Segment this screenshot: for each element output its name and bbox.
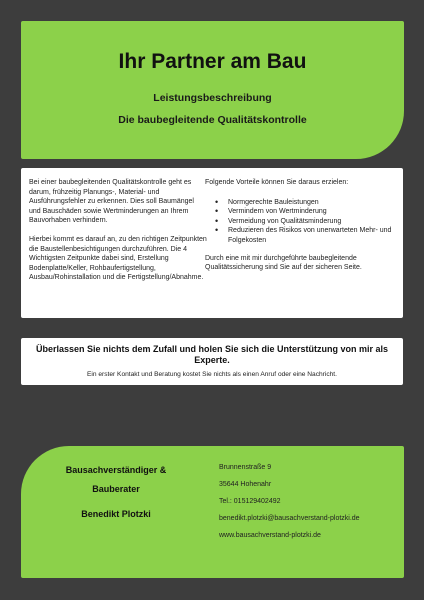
contact-role: Bauberater [92,484,140,494]
benefits-intro: Folgende Vorteile können Sie daraus erzielen: [205,179,349,186]
benefits-outro: Durch eine mit mir durchgeführte baubegleitende Qualitätssicherung sind Sie auf der sicheren Seite. [205,254,362,272]
description-column [29,178,207,292]
contact-identity [27,465,205,519]
subtitle-quality-control: Die baubegleitende Qualitätskontrolle [118,114,307,126]
description-paragraph: Bei einer baubegleitenden Qualitätskontrolle geht es darum, frühzeitig Planungs-, Material- und Ausführungsfehler zu erkennen. Dies soll Baumängel und Bauschäden sowie Wertminderungen an Ihrem Bauvorhaben verhindern. [29,179,194,225]
contact-website[interactable]: www.bausachverstand-plotzki.de [219,532,321,539]
hero-panel [21,21,404,159]
benefits-column [205,178,397,273]
benefit-item: • Normgerechte Bauleistungen [215,198,397,208]
contact-name: Benedikt Plotzki [81,509,151,519]
contact-street: Brunnenstraße 9 [219,464,272,471]
page-title: Ihr Partner am Bau [118,50,307,73]
callout-headline: Überlassen Sie nichts dem Zufall und holen Sie sich die Unterstützung von mir als Experte. [35,344,389,365]
subtitle-service: Leistungsbeschreibung [153,92,272,104]
contact-phone[interactable]: Tel.: 015129402492 [219,498,281,505]
benefit-item: • Vermeidung von Qualitätsminderung [215,217,397,227]
benefits-list [215,198,397,246]
contact-panel [21,446,404,578]
contact-city: 35644 Hohenahr [219,481,272,488]
contact-details [219,464,399,549]
contact-role: Bausachverständiger & [65,465,167,475]
benefit-item: • Vermindern von Wertminderung [215,207,397,217]
contact-email[interactable]: benedikt.plotzki@bausachverstand-plotzki.de [219,515,360,522]
callout-note: Ein erster Kontakt und Beratung kostet Sie nichts als einen Anruf oder eine Nachricht. [87,371,337,378]
description-paragraph: Hierbei kommt es darauf an, zu den richtigen Zeitpunkten die Baustellenbesichtigungen durchzuführen. Die 4 Wichtigsten Zeitpunkte dabei sind, Erstellung Bodenplatte/Keller, Rohbaufertigstellung, Ausbau/Rohinstallation und die Fertigstellung/Abnahme. [29,235,207,282]
callout-panel [21,338,403,385]
info-panel [21,168,403,318]
benefit-item: • Reduzieren des Risikos von unerwarteten Mehr- und Folgekosten [215,226,397,245]
